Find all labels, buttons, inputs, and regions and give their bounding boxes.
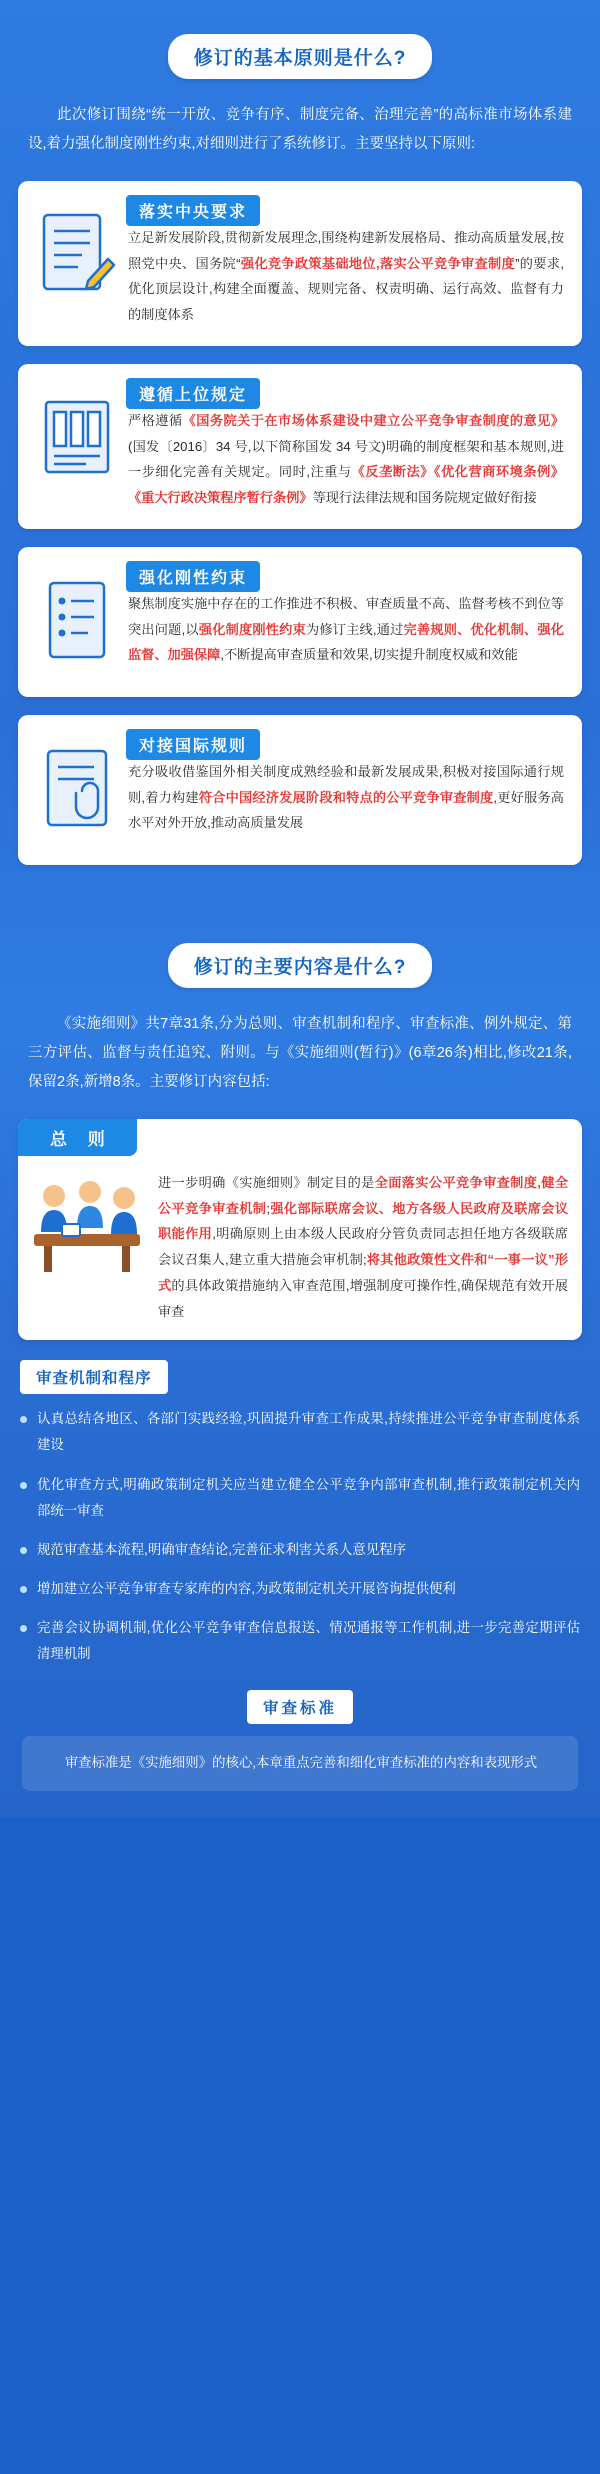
principle-card-3-title: 强化刚性约束 <box>126 561 260 592</box>
checklist-icon <box>36 573 118 669</box>
file-cabinet-icon <box>36 390 118 486</box>
meeting-table-icon <box>28 1170 148 1324</box>
list-item: 增加建立公平竞争审查专家库的内容,为政策制定机关开展咨询提供便利 <box>20 1576 580 1602</box>
document-pen-icon <box>36 207 118 303</box>
paperclip-doc-icon <box>36 741 118 837</box>
principle-card-3 <box>0 547 600 697</box>
section-2-title: 修订的主要内容是什么? <box>168 943 433 988</box>
section-1-title: 修订的基本原则是什么? <box>168 34 433 79</box>
principle-card-4-text: 充分吸收借鉴国外相关制度成熟经验和最新发展成果,积极对接国际通行规则,着力构建符合中国经济发展阶段和特点的公平竞争审查制度,更好服务高水平对外开放,推动高质量发展 <box>128 763 564 831</box>
principle-card-2 <box>0 364 600 529</box>
standard-section <box>0 1686 600 1816</box>
list-item: 规范审查基本流程,明确审查结论,完善征求利害关系人意见程序 <box>20 1537 580 1563</box>
principle-card-3-text: 聚焦制度实施中存在的工作推进不积极、审查质量不高、监督考核不到位等突出问题,以强化制度刚性约束为修订主线,通过完善规则、优化机制、强化监督、加强保障,不断提高审查质量和效果,切实提升制度权威和效能 <box>128 595 564 663</box>
section-2-intro: 《实施细则》共7章31条,分为总则、审查机制和程序、审查标准、例外规定、第三方评估、监督与责任追究、附则。与《实施细则(暂行)》(6章26条)相比,修改21条,保留2条,新增8条。主要修订内容包括: <box>28 1015 572 1090</box>
section-1-header <box>0 0 600 101</box>
mechanism-list <box>20 1406 580 1667</box>
list-item: 认真总结各地区、各部门实践经验,巩固提升审查工作成果,持续推进公平竞争审查制度体系建设 <box>20 1406 580 1458</box>
principle-card-4-title: 对接国际规则 <box>126 729 260 760</box>
principle-card-1 <box>0 181 600 346</box>
list-item: 完善会议协调机制,优化公平竞争审查信息报送、情况通报等工作机制,进一步完善定期评估清理机制 <box>20 1615 580 1667</box>
principle-card-1-title: 落实中央要求 <box>126 195 260 226</box>
principle-card-2-title: 遵循上位规定 <box>126 378 260 409</box>
zongze-card <box>18 1119 582 1340</box>
zongze-title: 总 则 <box>18 1119 137 1156</box>
standard-title: 审查标准 <box>247 1690 353 1724</box>
mechanism-title: 审查机制和程序 <box>20 1360 168 1394</box>
zongze-text: 进一步明确《实施细则》制定目的是全面落实公平竞争审查制度,健全公平竞争审查机制;强化部际联席会议、地方各级人民政府及联席会议职能作用,明确原则上由本级人民政府分管负责同志担任地方各级联席会议召集人,建立重大措施会审机制;将其他政策性文件和“一事一议”形式的具体政策措施纳入审查范围,增强制度可操作性,确保规范有效开展审查 <box>158 1174 569 1319</box>
section-1-intro: 此次修订围绕“统一开放、竞争有序、制度完备、治理完善”的高标准市场体系建设,着力强化制度刚性约束,对细则进行了系统修订。主要坚持以下原则: <box>28 107 572 152</box>
standard-text: 审查标准是《实施细则》的核心,本章重点完善和细化审查标准的内容和表现形式 <box>22 1736 578 1790</box>
principle-card-2-text: 严格遵循《国务院关于在市场体系建设中建立公平竞争审查制度的意见》(国发〔2016〕34 号,以下简称国发 34 号文)明确的制度框架和基本规则,进一步细化完善有关规定。同时,注重与《反垄断法》《优化营商环境条例》《重大行政决策程序暂行条例》等现行法律法规和国务院规定做好衔接 <box>128 412 565 506</box>
principle-card-4 <box>0 715 600 865</box>
principle-card-1-text: 立足新发展阶段,贯彻新发展理念,围绕构建新发展格局、推动高质量发展,按照党中央、国务院“强化竞争政策基础地位,落实公平竞争审查制度”的要求,优化顶层设计,构建全面覆盖、规则完备、权责明确、运行高效、监督有力的制度体系 <box>128 230 564 323</box>
list-item: 优化审查方式,明确政策制定机关应当建立健全公平竞争内部审查机制,推行政策制定机关内部统一审查 <box>20 1472 580 1524</box>
mechanism-section <box>0 1356 600 1686</box>
section-2-header <box>0 909 600 1010</box>
